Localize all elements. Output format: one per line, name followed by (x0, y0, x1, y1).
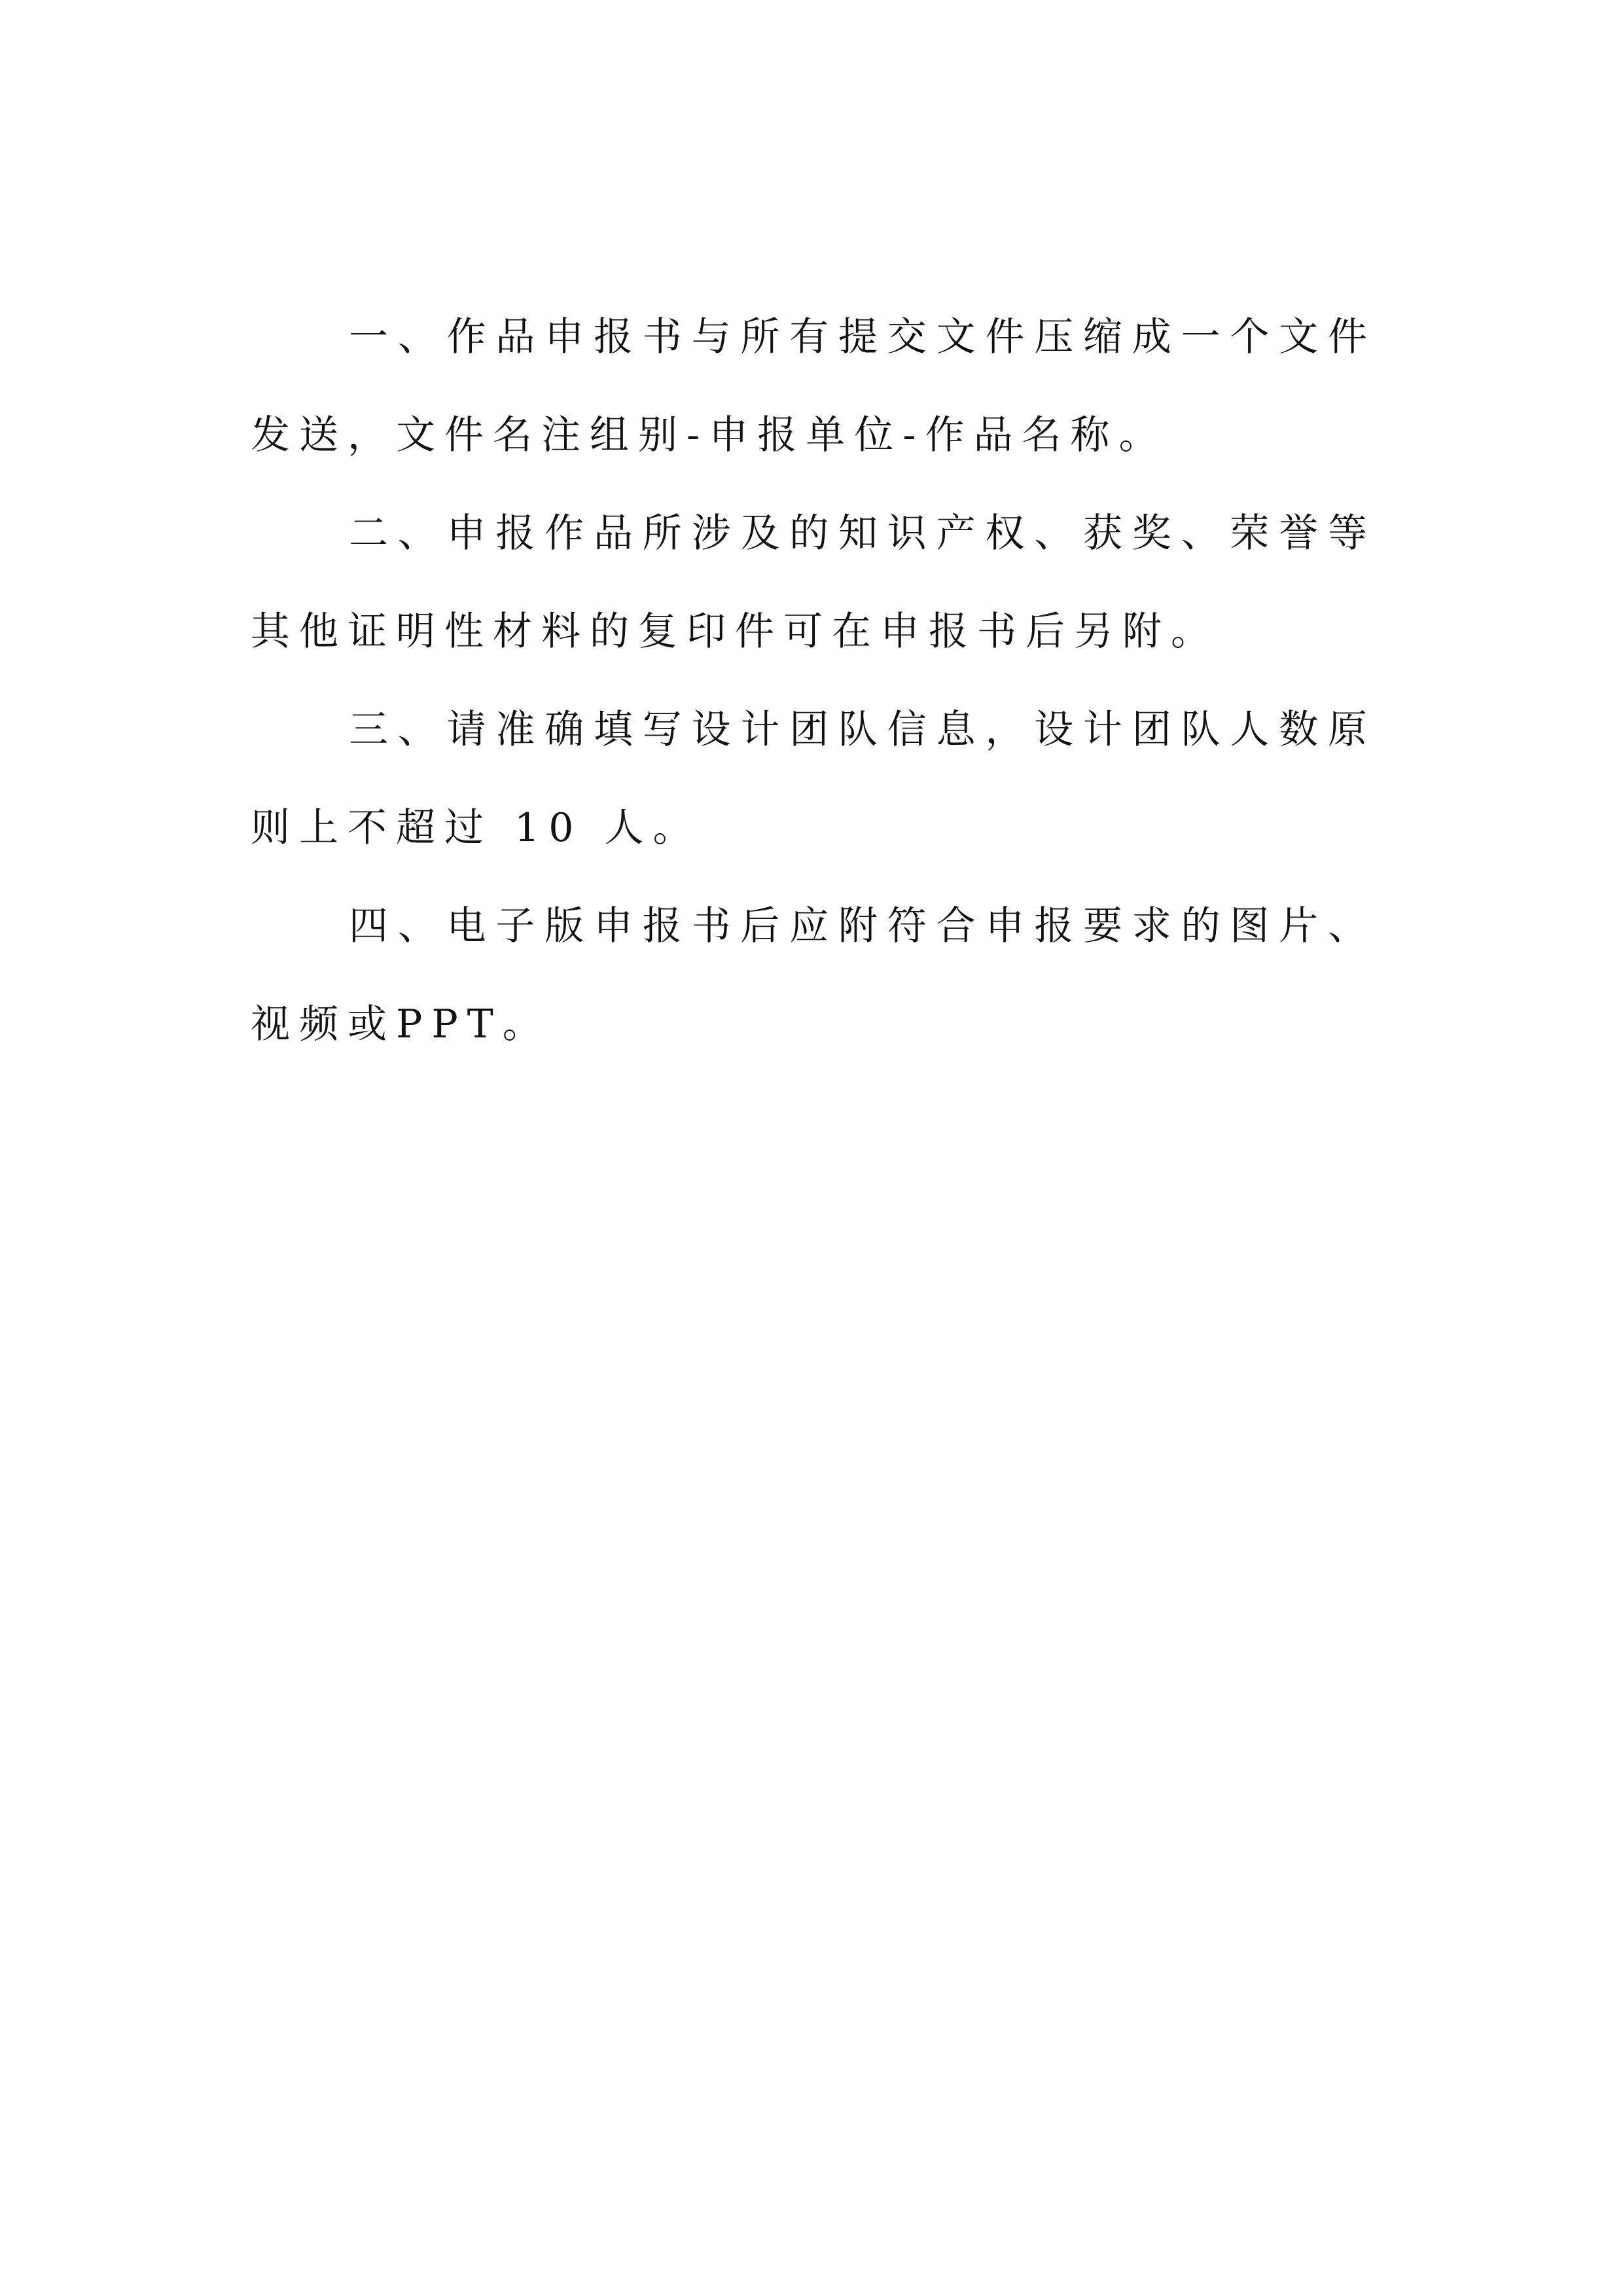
paragraph-3: 三、请准确填写设计团队信息，设计团队人数原则上不超过 10 人。 (251, 707, 1376, 851)
paragraph-2: 二、申报作品所涉及的知识产权、获奖、荣誉等其他证明性材料的复印件可在申报书后另附。 (251, 511, 1376, 655)
document-body (251, 288, 1376, 1073)
paragraph-1: 一、作品申报书与所有提交文件压缩成一个文件发送，文件名注组别-申报单位-作品名称。 (251, 314, 1376, 458)
paragraph-4: 四、电子版申报书后应附符合申报要求的图片、视频或PPT。 (251, 903, 1376, 1047)
